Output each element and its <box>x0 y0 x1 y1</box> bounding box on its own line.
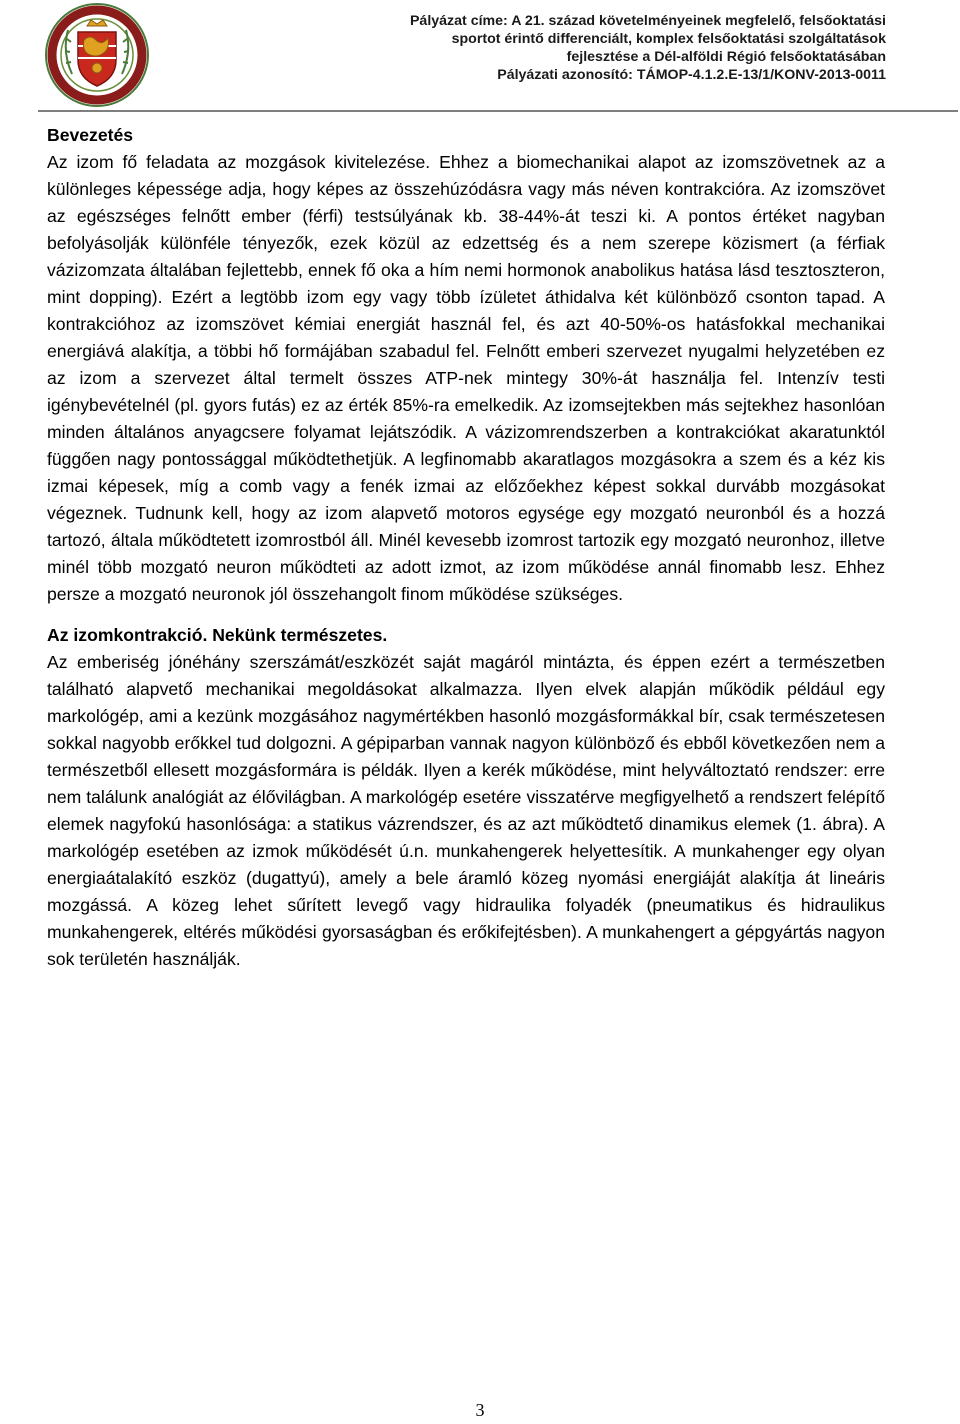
section-paragraph-contraction: Az emberiség jónéhány szerszámát/eszközét saját magáról mintázta, és éppen ezért a természetben található alapvető mechanikai megoldásokat alkalmazza. Ilyen elvek alapján működik például egy markológép, ami a kezünk mozgásához nagymértékben hasonló mozgásformákkal bír, csak természetesen sokkal nagyobb erőkkel tud dolgozni. A gépiparban vannak nagyon különböző és ebből következően nem a természetből ellesett mozgásformára is példák. Ilyen a kerék működése, mint helyváltoztató rendszer: erre nem találunk analógiát az élővilágban. A markológép esetére visszatérve megfigyelhető a rendszert felépítő elemek nagyfokú hasonlósága: a statikus vázrendszer, és az azt működtető dinamikus elemek (1. ábra). A markológép esetében az izmok működését ú.n. munkahengerek helyettesítik. A munkahenger egy olyan energiaátalakító eszköz (dugattyú), amely a bele áramló közeg nyomási energiáját alakítja át lineáris mozgássá. A közeg lehet sűrített levegő vagy hidraulika folyadék (pneumatikus és hidraulikus munkahengerek, eltérés működési gyorsaságban és erőkifejtésben). A munkahengert a gépgyártás nagyon sok területén használják. <box>47 652 885 969</box>
project-title-line-3: fejlesztése a Dél-alföldi Régió felsőoktatásában <box>566 49 886 65</box>
project-title-label: Pályázat címe: <box>409 13 508 29</box>
project-info <box>410 12 886 84</box>
section-heading-contraction: Az izomkontrakció. Nekünk természetes. <box>47 625 388 645</box>
section-paragraph-intro: Az izom fő feladata az mozgások kivitelezése. Ehhez a biomechanikai alapot az izomszövetnek az a különleges képessége adja, hogy képes az összehúzódásra vagy más néven kontrakcióra. Az izomszövet az egészséges felnőtt ember (férfi) testsúlyának kb. 38-44%-át teszi ki. A pontos értéket nagyban befolyásolják különféle tényezők, ezek közül az edzettség és a nem szerepe közismert (a férfiak vázizomzata általában fejlettebb, ennek fő oka a hím nemi hormonok anabolikus hatása lásd tesztoszteron, mint dopping). Ezért a legtöbb izom egy vagy több ízületet áthidalva két különböző csonton tapad. A kontrakcióhoz az izomszövet kémiai energiát használ fel, és azt 40-50%-os hatásfokkal mechanikai energiává alakítja, a többi hő formájában szabadul fel. Felnőtt emberi szervezet nyugalmi helyzetében ez az izom a szervezet által termelt összes ATP-nek mintegy 30%-át használja fel. Intenzív testi igénybevételnél (pl. gyors futás) ez az érték 85%-ra emelkedik. Az izomsejtekben más sejtekhez hasonlóan minden általános anyagcsere folyamat lejátszódik. A vázizomrendszerben a kontrakciókat akaratunktól függően nagy pontossággal működtethetjük. A legfinomabb akaratlagos mozgásokra a szem és a kéz kis izmai képesek, míg a comb vagy a fenék izmai az előzőekhez képest sokkal durvább mozgásokat végeznek. Tudnunk kell, hogy az izom alapvető motoros egysége egy mozgató neuronból és a hozzá tartozó, általa működtetett izomrostból áll. Minél kevesebb izomrost tartozik egy mozgató neuronhoz, illetve minél több mozgató neuron működteti az adott izmot, az izom működése annál finomabb lesz. Ehhez persze a mozgató neuronok jól összehangolt finom működése szükséges. <box>47 152 885 604</box>
project-id-value: TÁMOP-4.1.2.E-13/1/KONV-2013-0011 <box>636 67 886 83</box>
document-body <box>47 122 885 973</box>
page-header <box>0 0 960 112</box>
project-id-label: Pályázati azonosító: <box>497 67 633 83</box>
section-heading-intro: Bevezetés <box>47 125 134 145</box>
project-title-text-1: A 21. század követelményeinek megfelelő, felsőoktatási <box>511 13 886 29</box>
project-id-line <box>410 66 886 84</box>
header-divider <box>38 110 958 112</box>
project-title-line-1 <box>410 12 886 30</box>
page-number: 3 <box>475 1400 485 1420</box>
project-title-line-2: sportot érintő differenciált, komplex felsőoktatási szolgáltatások <box>451 31 886 47</box>
university-seal-logo <box>38 2 156 108</box>
